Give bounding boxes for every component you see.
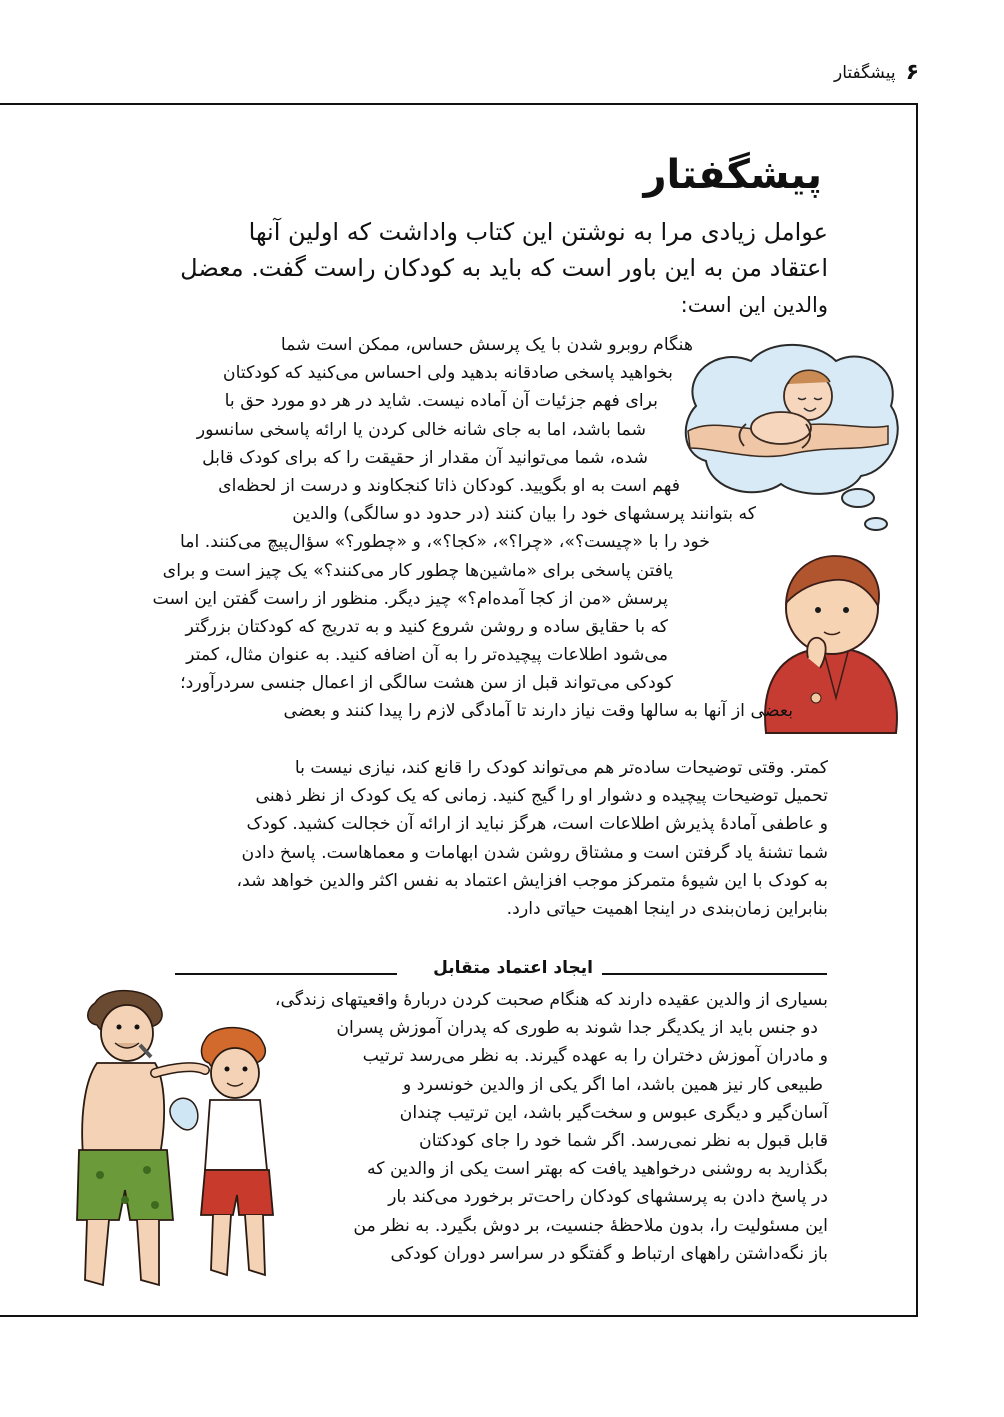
section-line: بسیاری از والدین عقیده دارند که هنگام صحبت کردن دربارهٔ واقعیتهای زندگی، bbox=[274, 990, 828, 1010]
lead-line: اعتقاد من به این باور است که باید به کودکان راست گفت. معضل bbox=[180, 254, 828, 282]
body-line: تحمیل توضیحات پیچیده و دشوار او را گیج کنید. زمانی که یک کودک از نظر ذهنی bbox=[255, 786, 828, 807]
section-line: و مادران آموزش دختران را به عهده گیرند. به نظر می‌رسد ترتیب bbox=[362, 1046, 828, 1067]
body-line: خود را با «چیست؟»، «چرا؟»، «کجا؟»، و «چطور؟» سؤال‌پیچ می‌کنند. اما bbox=[179, 532, 710, 553]
body-line: و عاطفی آمادهٔ پذیرش اطلاعات است، هرگز نباید از ارائه آن خجالت کشید. کودک bbox=[246, 814, 828, 835]
heading-rule-right bbox=[602, 973, 827, 975]
body-paragraph-wrapped bbox=[152, 331, 828, 726]
section-line: باز نگه‌داشتن راههای ارتباط و گفتگو در سراسر دوران کودکی bbox=[390, 1243, 828, 1264]
body-line: شما تشنهٔ یاد گرفتن است و مشتاق روشن شدن ابهامات و معماهاست. پاسخ دادن bbox=[241, 842, 828, 863]
section-heading-label: ایجاد اعتماد متقابل bbox=[433, 958, 593, 978]
body-paragraph-full bbox=[236, 754, 828, 923]
body-line: بعضی از آنها به سالها وقت نیاز دارند تا آمادگی لازم را پیدا کنند و بعضی bbox=[283, 701, 793, 722]
section-line: دو جنس باید از یکدیگر جدا شوند به طوری که پدران آموزش پسران bbox=[336, 1018, 818, 1039]
section-heading bbox=[175, 958, 827, 984]
section-line: طبیعی کار نیز همین باشد، اما اگر یکی از والدین خونسرد و bbox=[402, 1074, 823, 1095]
body-line: که بتوانند پرسشهای خود را بیان کنند (در حدود دو سالگی) والدین bbox=[292, 504, 756, 525]
body-line: شده، شما می‌توانید آن مقدار از حقیقت را که برای کودک قابل bbox=[202, 447, 648, 468]
body-line: برای فهم جزئیات آن آماده نیست. شاید در هر دو مورد حق با bbox=[224, 391, 658, 412]
body-line: یافتن پاسخی برای «ماشین‌ها چطور کار می‌کنند؟» یک چیز است و برای bbox=[162, 560, 673, 581]
body-line: فهم است به او بگویید. کودکان ذاتا کنجکاوند و درست از لحظه‌ای bbox=[218, 475, 680, 496]
section-line: آسان‌گیر و دیگری عبوس و سخت‌گیر باشد، این ترتیب چندان bbox=[399, 1102, 828, 1123]
body-line: بنابراین زمان‌بندی در اینجا اهمیت حیاتی دارد. bbox=[506, 898, 828, 919]
running-head-title: پیشگفتار bbox=[834, 62, 896, 83]
father-son-shaving-illustration bbox=[55, 985, 305, 1295]
section-line: قابل قبول به نظر نمی‌رسد. اگر شما خود را جای کودکتان bbox=[419, 1130, 828, 1151]
chapter-title: پیشگفتار bbox=[643, 152, 822, 198]
body-line: می‌شود اطلاعات پیچیده‌تر را به آن اضافه کنید. به عنوان مثال، کمتر bbox=[186, 645, 668, 666]
section-body bbox=[275, 986, 828, 1268]
body-line: که با حقایق ساده و روشن شروع کنید و به تدریج که کودکتان بزرگتر bbox=[185, 616, 668, 637]
heading-rule-left bbox=[175, 973, 397, 975]
lead-line: والدین این است: bbox=[680, 293, 828, 317]
page-number: ۶ bbox=[905, 60, 919, 85]
section-line: در پاسخ دادن به پرسشهای کودکان راحت‌تر برخورد می‌کند بار bbox=[388, 1187, 828, 1208]
section-line: بگذارید به روشنی درخواهید یافت که بهتر است یکی از والدین که bbox=[366, 1159, 828, 1180]
body-line: هنگام روبرو شدن با یک پرسش حساس، ممکن است شما bbox=[280, 335, 693, 355]
body-line: پرسش «من از کجا آمده‌ام؟» چیز دیگر. منظور از راست گفتن این است bbox=[152, 588, 668, 609]
lead-paragraph bbox=[108, 214, 828, 322]
body-line: کودکی می‌تواند قبل از سن هشت سالگی از اعمال جنسی سردرآورد؛ bbox=[180, 673, 673, 694]
lead-line: عوامل زیادی مرا به نوشتن این کتاب واداشت که اولین آنها bbox=[248, 218, 828, 246]
body-line: به کودک با این شیوهٔ متمرکز موجب افزایش اعتماد به نفس اکثر والدین خواهد شد، bbox=[236, 870, 828, 891]
body-line: بخواهید پاسخی صادقانه بدهید ولی احساس می‌کنید که کودکتان bbox=[222, 363, 673, 384]
body-line: شما باشد، اما به جای شانه خالی کردن یا ارائه پاسخی سانسور bbox=[196, 419, 646, 440]
section-line: این مسئولیت را، بدون ملاحظهٔ جنسیت، بر دوش بگیرد. به نظر من bbox=[353, 1215, 828, 1236]
body-line: کمتر. وقتی توضیحات ساده‌تر هم می‌تواند کودک را قانع کند، نیازی نیست با bbox=[294, 758, 828, 778]
running-head bbox=[834, 60, 919, 85]
